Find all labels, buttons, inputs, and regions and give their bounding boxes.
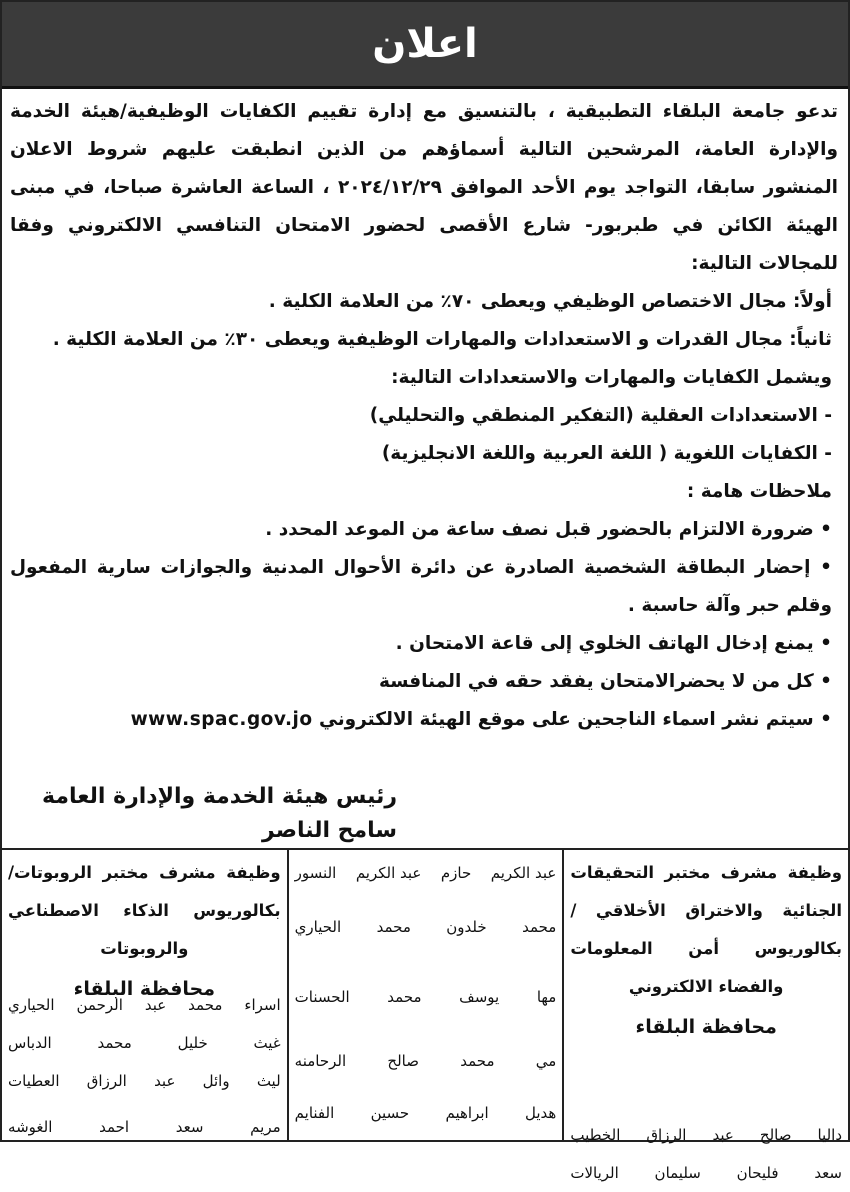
name-part: خلدون — [446, 918, 487, 936]
name-part: فليحان — [736, 1164, 779, 1182]
name-part: حازم — [440, 864, 472, 882]
name-part: الريالات — [570, 1164, 619, 1182]
name-part: يوسف — [459, 988, 500, 1006]
field-2: ثانياً: مجال القدرات و الاستعدادات والمهارات الوظيفية ويعطى ٣٠٪ من العلامة الكلية . — [52, 329, 832, 350]
name-part: ابراهيم — [445, 1104, 489, 1122]
name-part: سعد — [814, 1164, 842, 1182]
job2-heading — [8, 854, 281, 1000]
name-part: الحسنات — [294, 988, 350, 1006]
notes-heading: ملاحظات هامة : — [686, 481, 832, 502]
name-part: احمد — [99, 1118, 130, 1136]
name-part: صالح — [387, 1052, 419, 1070]
job1-column — [562, 850, 848, 1182]
list-item — [8, 1024, 281, 1062]
name-part: عبد — [712, 1126, 734, 1144]
name-part: الخطيب — [570, 1126, 621, 1144]
name-part: خليل — [177, 1034, 208, 1052]
list-item — [570, 1116, 842, 1154]
name-part: الفنايم — [294, 1104, 335, 1122]
name-part: الرزاق — [646, 1126, 687, 1144]
name-part: الحياري — [294, 918, 342, 936]
field-1: أولاً: مجال الاختصاص الوظيفي ويعطى ٧٠٪ من العلامة الكلية . — [268, 291, 832, 312]
job2-region: محافظة البلقاء — [73, 978, 215, 1000]
note-5 — [10, 701, 838, 739]
list-item — [295, 978, 557, 1016]
note-2: • إحضار البطاقة الشخصية الصادرة عن دائرة الأحوال المدنية والجوازات سارية المفعول وقلم حبر وآلة حاسبة . — [10, 549, 838, 625]
name-part: محمد — [460, 1052, 495, 1070]
job2-title: وظيفة مشرف مختبر الروبوتات/ بكالوريوس الذكاء الاصطناعي والروبوتات — [8, 863, 281, 958]
website-link[interactable]: www.spac.gov.jo — [130, 709, 313, 730]
list-item — [8, 986, 281, 1024]
signature-block — [42, 774, 411, 848]
announcement-title: اعلان — [372, 21, 478, 67]
name-part: محمد — [376, 918, 411, 936]
name-part: سليمان — [654, 1164, 701, 1182]
candidates-table — [2, 848, 848, 1182]
name-part: محمد — [97, 1034, 132, 1052]
job1-names — [570, 1116, 842, 1192]
list-item — [295, 908, 557, 946]
title-bar — [2, 2, 848, 89]
name-part: الرحامنه — [294, 1052, 347, 1070]
name-part: عبد الكريم — [490, 864, 557, 882]
name-part: الغوشه — [8, 1118, 53, 1136]
name-part: الرحمن — [76, 996, 123, 1014]
name-part: الرزاق — [86, 1072, 127, 1090]
name-part: حسين — [370, 1104, 410, 1122]
name-part: العطيات — [8, 1072, 60, 1090]
job1-title: وظيفة مشرف مختبر التحقيقات الجنائية والاختراق الأخلاقي /بكالوريوس أمن المعلومات والفضاء الالكتروني — [570, 863, 842, 996]
name-part: مها — [536, 988, 557, 1006]
name-part: مريم — [250, 1118, 281, 1136]
skills-intro: ويشمل الكفايات والمهارات والاستعدادات التالية: — [391, 367, 832, 388]
name-part: غيث — [253, 1034, 281, 1052]
name-part: الدباس — [8, 1034, 52, 1052]
name-part: عبد — [144, 996, 167, 1014]
name-part: محمد — [188, 996, 223, 1014]
name-part: صالح — [759, 1126, 792, 1144]
middle-names-column — [287, 850, 563, 1140]
name-part: عبد الكريم — [355, 864, 422, 882]
list-item — [8, 1062, 281, 1100]
name-part: هديل — [525, 1104, 557, 1122]
note-4: • كل من لا يحضرالامتحان يفقد حقه في المنافسة — [10, 663, 838, 701]
job1-region: محافظة البلقاء — [635, 1016, 777, 1038]
job2-names — [8, 986, 281, 1146]
name-part: محمد — [387, 988, 422, 1006]
name-part: سعد — [175, 1118, 204, 1136]
signature-title: رئيس هيئة الخدمة والإدارة العامة — [42, 784, 398, 809]
announcement-body — [2, 89, 848, 739]
list-item — [8, 1108, 281, 1146]
list-item — [570, 1154, 842, 1192]
name-part: مي — [535, 1052, 557, 1070]
skill-1: - الاستعدادات العقلية (التفكير المنطقي والتحليلي) — [369, 405, 832, 426]
name-part: اسراء — [244, 996, 281, 1014]
note-1: • ضرورة الالتزام بالحضور قبل نصف ساعة من الموعد المحدد . — [10, 511, 838, 549]
name-part: الحياري — [8, 996, 55, 1014]
list-item — [295, 1094, 557, 1132]
name-part: وائل — [202, 1072, 230, 1090]
note-3: • يمنع إدخال الهاتف الخلوي إلى قاعة الامتحان . — [10, 625, 838, 663]
job2-column — [2, 850, 287, 1140]
middle-names — [295, 854, 557, 1132]
skill-2: - الكفايات اللغوية ( اللغة العربية واللغة الانجليزية) — [381, 443, 832, 464]
name-part: ليث — [256, 1072, 281, 1090]
name-part: داليا — [817, 1126, 842, 1144]
list-item — [295, 854, 557, 892]
name-part: محمد — [522, 918, 557, 936]
list-item — [295, 1042, 557, 1080]
name-part: النسور — [294, 864, 337, 882]
name-part: عبد — [154, 1072, 176, 1090]
signature-name: سامح الناصر — [262, 818, 398, 843]
note-5-text: سيتم نشر اسماء الناجحين على موقع الهيئة الالكتروني — [318, 709, 814, 730]
job1-heading — [570, 854, 842, 1116]
intro-paragraph: تدعو جامعة البلقاء التطبيقية ، بالتنسيق مع إدارة تقييم الكفايات الوظيفية/هيئة الخدمة والإدارة العامة، المرشحين التالية أسماؤهم من الذين انطبقت عليهم شروط الاعلان المنشور سابقا، التواجد يوم الأحد الموافق ٢٠٢٤/١٢/٢٩ ، الساعة العاشرة صباحا، في مبنى الهيئة الكائن في طبربور- شارع الأقصى لحضور الامتحان التنافسي الالكتروني وفقا للمجالات التالية: — [10, 101, 838, 274]
